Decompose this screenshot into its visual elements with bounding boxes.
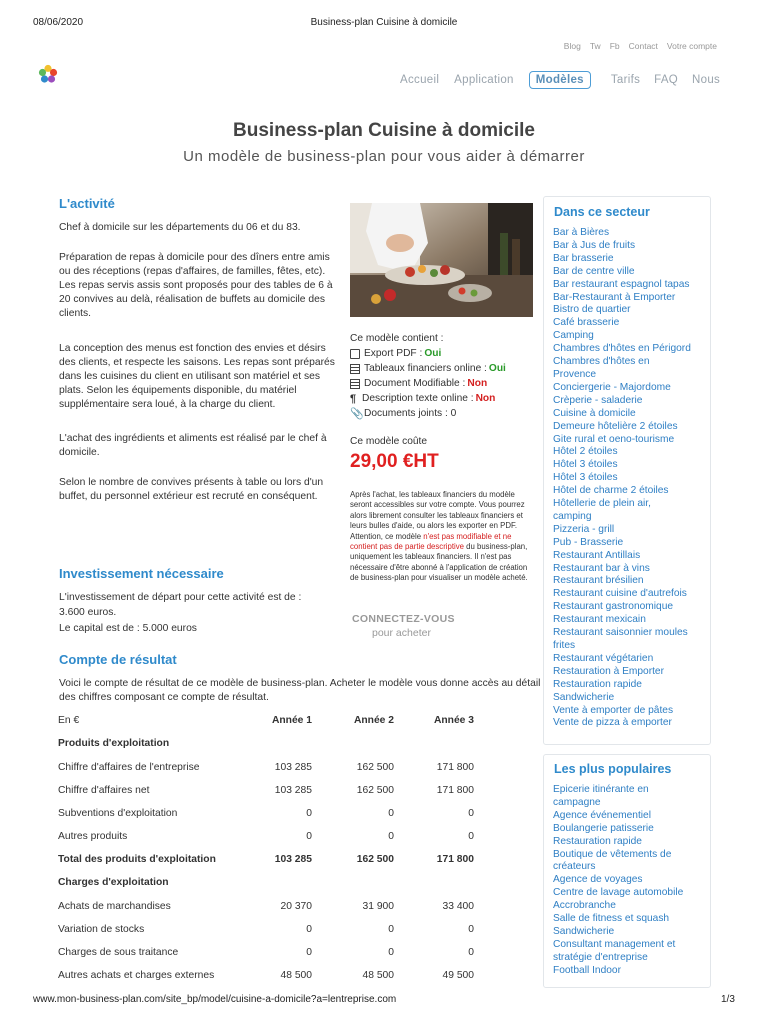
- sidebar-popular-box: [543, 754, 711, 988]
- table-section-row: [58, 738, 488, 752]
- desc-value: Non: [475, 393, 496, 404]
- top-link-blog[interactable]: Blog: [563, 41, 581, 51]
- table-cell: Autres produits: [58, 831, 128, 842]
- table-cell: 103 285: [274, 854, 312, 865]
- note-part-a: Après l'achat, les tableaux financiers du modèle seront accessibles sur votre compte. Vous pourrez alors librement consulter les tableaux financiers et leurs bulles d'aide, ou alors les exporter en PDF. Attention, ce modèle: [350, 490, 525, 541]
- table-row: [58, 808, 488, 822]
- flower-logo-icon[interactable]: [38, 64, 58, 84]
- pdf-file-icon: [350, 349, 360, 359]
- doc-mod-label: Document Modifiable :: [364, 378, 466, 389]
- purchase-note: [350, 490, 534, 584]
- sidebar-link[interactable]: Restaurant saisonnier moules: [553, 627, 688, 639]
- sidebar-link[interactable]: Hôtel de charme 2 étoiles: [553, 485, 669, 497]
- table-cell: 0: [468, 947, 474, 958]
- nav-nous[interactable]: Nous: [692, 74, 721, 86]
- export-pdf-label: Export PDF :: [364, 348, 423, 359]
- table-cell: 20 370: [280, 901, 312, 912]
- sidebar-link[interactable]: Agence événementiel: [553, 809, 651, 821]
- sidebar-link[interactable]: Bar à Bières: [553, 227, 610, 238]
- table-cell: 0: [306, 808, 312, 819]
- activite-p1: Chef à domicile sur les départements du 06 et du 83.: [59, 222, 301, 233]
- print-date: 08/06/2020: [33, 17, 84, 28]
- sidebar-popular-heading: Les plus populaires: [554, 762, 672, 776]
- sidebar-link[interactable]: Pizzeria - grill: [553, 523, 615, 535]
- table-cell: 0: [388, 808, 394, 819]
- table-cell: Année 3: [433, 715, 474, 726]
- sidebar-link[interactable]: Vente de pizza à emporter: [553, 717, 672, 729]
- investissement-line2: 3.600 euros.: [59, 607, 117, 618]
- table-cell: 0: [468, 831, 474, 842]
- table-cell: 0: [388, 924, 394, 935]
- sidebar-link[interactable]: Restaurant Antillais: [553, 549, 641, 561]
- sidebar-sector-heading: Dans ce secteur: [554, 205, 650, 219]
- nav-tarifs[interactable]: Tarifs: [610, 74, 641, 86]
- sidebar-link[interactable]: Crèperie - saladerie: [553, 394, 643, 406]
- cost-label: Ce modèle coûte: [350, 436, 428, 447]
- paperclip-icon: 📎: [350, 407, 364, 420]
- table-cell: Achats de marchandises: [58, 901, 171, 912]
- chef-cooking-photo: [350, 203, 533, 317]
- table-row: [58, 970, 488, 984]
- table-cell: 0: [468, 808, 474, 819]
- desc-label: Description texte online :: [362, 393, 474, 404]
- table-row: [58, 924, 488, 938]
- sidebar-link[interactable]: Restaurant bar à vins: [553, 562, 650, 574]
- table-cell: 33 400: [442, 901, 474, 912]
- sidebar-link[interactable]: Bar restaurant espagnol tapas: [553, 278, 690, 290]
- sidebar-link[interactable]: Bar à Jus de fruits: [553, 239, 636, 251]
- table-cell: Total des produits d'exploitation: [58, 854, 216, 865]
- top-link-contact[interactable]: Contact: [628, 41, 658, 51]
- sidebar-link[interactable]: Hôtel 3 étoiles: [553, 459, 618, 471]
- table-cell: 0: [388, 831, 394, 842]
- sidebar-link[interactable]: Restaurant cuisine d'autrefois: [553, 588, 687, 600]
- doc-mod-value: Non: [467, 378, 488, 389]
- table-cell: En €: [58, 715, 80, 726]
- sidebar-link[interactable]: Boulangerie patisserie: [553, 822, 654, 834]
- page-title: Business-plan Cuisine à domicile: [233, 120, 535, 141]
- sidebar-link[interactable]: Restauration rapide: [553, 835, 642, 847]
- sidebar-link[interactable]: stratégie d'entreprise: [553, 951, 648, 963]
- model-tableaux: [350, 361, 506, 376]
- sidebar-link[interactable]: Agence de voyages: [553, 874, 643, 886]
- sidebar-link[interactable]: Sandwicherie: [553, 925, 615, 937]
- sidebar-link[interactable]: camping: [553, 510, 592, 522]
- table-cell: 0: [306, 924, 312, 935]
- sidebar-link[interactable]: Vente à emporter de pâtes: [553, 704, 674, 716]
- table-header-row: [58, 715, 488, 729]
- table-cell: 0: [306, 947, 312, 958]
- table-cell: Charges d'exploitation: [58, 877, 169, 888]
- sidebar-link[interactable]: Chambres d'hôtes en: [553, 356, 650, 368]
- sidebar-link[interactable]: Restauration rapide: [553, 678, 642, 690]
- note-part-b: du business-plan, uniquement les tableaux financiers. Il n'est pas nécessaire d'être abonné à l'application de création de business-plan pour visualiser un modèle acheté.: [350, 542, 528, 583]
- sidebar-link[interactable]: Football Indoor: [553, 964, 621, 976]
- model-doc-modifiable: [350, 376, 506, 391]
- table-cell: 0: [468, 924, 474, 935]
- connect-button[interactable]: CONNECTEZ-VOUS: [352, 613, 455, 625]
- tableaux-value: Oui: [488, 363, 506, 374]
- sidebar-link[interactable]: Bar brasserie: [553, 252, 614, 264]
- sidebar-link[interactable]: Restauration à Emporter: [553, 665, 664, 677]
- sidebar-link[interactable]: Conciergerie - Majordome: [553, 381, 671, 393]
- model-info: [350, 331, 506, 421]
- sidebar-link[interactable]: Restaurant végétarien: [553, 652, 654, 664]
- sidebar-link[interactable]: Café brasserie: [553, 317, 620, 329]
- sidebar-link[interactable]: Chambres d'hôtes en Périgord: [553, 343, 691, 355]
- sidebar-link[interactable]: Provence: [553, 368, 597, 380]
- sidebar-link[interactable]: Bar de centre ville: [553, 265, 635, 277]
- print-url: www.mon-business-plan.com/site_bp/model/cuisine-a-domicile?a=lentreprise.com: [33, 994, 397, 1005]
- sidebar-sector-list: [553, 227, 691, 730]
- table-cell: Variation de stocks: [58, 924, 145, 935]
- investissement-line1: L'investissement de départ pour cette activité est de :: [59, 592, 302, 603]
- table-row: [58, 947, 488, 961]
- activite-heading: L'activité: [59, 196, 115, 211]
- sidebar-link[interactable]: Epicerie itinérante en: [553, 784, 649, 795]
- print-page-number: 1/3: [721, 994, 735, 1005]
- nav-modeles[interactable]: Modèles: [529, 71, 591, 89]
- table-cell: Année 1: [271, 715, 312, 726]
- nav-application[interactable]: Application: [454, 74, 514, 86]
- pilcrow-icon: ¶: [350, 392, 357, 405]
- table-icon: [350, 364, 360, 374]
- sidebar-link[interactable]: créateurs: [553, 861, 596, 873]
- sidebar-link[interactable]: Accrobranche: [553, 900, 616, 912]
- table-cell: 162 500: [356, 762, 394, 773]
- sidebar-link[interactable]: campagne: [553, 796, 601, 808]
- table-cell: 162 500: [356, 854, 394, 865]
- note-warning: n'est pas modifiable et ne contient pas de partie descriptive: [350, 531, 512, 552]
- sidebar-link[interactable]: Hôtel 3 étoiles: [553, 472, 618, 484]
- table-cell: Chiffre d'affaires net: [58, 785, 150, 796]
- table-cell: 48 500: [280, 970, 312, 981]
- sidebar-link[interactable]: Consultant management et: [553, 938, 676, 950]
- model-export-pdf: [350, 346, 506, 361]
- activite-p5: Selon le nombre de convives présents à table ou lors d'un buffet, du personnel extérieur est recruté en conséquent.: [59, 477, 324, 502]
- sidebar-sector-box: [543, 196, 711, 745]
- sidebar-link[interactable]: Gite rural et oeno-tourisme: [553, 433, 675, 445]
- table-cell: 103 285: [274, 762, 312, 773]
- table-cell: 171 800: [436, 785, 474, 796]
- sidebar-link[interactable]: Hôtellerie de plein air,: [553, 498, 651, 510]
- documents-label: Documents joints : 0: [364, 408, 457, 419]
- investissement-line3: Le capital est de : 5.000 euros: [59, 623, 197, 634]
- tableaux-label: Tableaux financiers online :: [364, 363, 487, 374]
- table-cell: 103 285: [274, 785, 312, 796]
- sidebar-popular-list: [553, 784, 683, 978]
- connect-subtext[interactable]: pour acheter: [372, 627, 431, 639]
- activite-p4: L'achat des ingrédients et aliments est réalisé par le chef à domicile.: [59, 433, 327, 458]
- table-row: [58, 831, 488, 845]
- table-cell: Chiffre d'affaires de l'entreprise: [58, 762, 200, 773]
- model-description: [350, 391, 506, 406]
- page-subtitle: Un modèle de business-plan pour vous aider à démarrer: [183, 148, 585, 165]
- main-nav: [400, 71, 720, 89]
- model-documents: [350, 406, 506, 421]
- nav-faq[interactable]: FAQ: [654, 74, 679, 86]
- sidebar-link[interactable]: Hôtel 2 étoiles: [553, 446, 618, 458]
- compte-heading: Compte de résultat: [59, 652, 177, 667]
- sidebar-link[interactable]: Demeure hôtelière 2 étoiles: [553, 420, 678, 432]
- document-icon: [350, 379, 360, 389]
- sidebar-link[interactable]: Cuisine à domicile: [553, 407, 636, 419]
- top-links: [564, 41, 717, 51]
- sidebar-link[interactable]: Centre de lavage automobile: [553, 887, 684, 899]
- activite-p3: La conception des menus est fonction des envies et désirs des clients, et respecte les saisons. Les repas sont préparés dans les cuisines du client en utilisant son matériel et ses plats. Selon les équipements disponible, du matériel supplémentaire sera loué, à la charge du client.: [59, 343, 335, 410]
- table-section-row: [58, 877, 488, 891]
- table-cell: 31 900: [362, 901, 394, 912]
- model-contains-label: Ce modèle contient :: [350, 333, 444, 344]
- nav-accueil[interactable]: Accueil: [400, 74, 440, 86]
- table-cell: 0: [388, 947, 394, 958]
- table-cell: Charges de sous traitance: [58, 947, 179, 958]
- model-price: 29,00 €HT: [350, 451, 439, 472]
- table-cell: Année 2: [353, 715, 394, 726]
- table-cell: Produits d'exploitation: [58, 738, 170, 749]
- sidebar-link[interactable]: Pub - Brasserie: [553, 536, 624, 548]
- export-pdf-value: Oui: [424, 348, 442, 359]
- table-row: [58, 785, 488, 799]
- table-cell: 0: [306, 831, 312, 842]
- sidebar-link[interactable]: Restaurant mexicain: [553, 614, 646, 626]
- table-row: [58, 901, 488, 915]
- top-link-facebook[interactable]: Fb: [609, 41, 620, 51]
- sidebar-link[interactable]: Sandwicherie: [553, 691, 615, 703]
- table-cell: 171 800: [436, 762, 474, 773]
- compte-intro: Voici le compte de résultat de ce modèle de business-plan. Acheter le modèle vous donne accès au détail des chiffres composant ce compte de résultat.: [59, 678, 541, 703]
- sidebar-link[interactable]: Salle de fitness et squash: [553, 913, 670, 925]
- sidebar-link[interactable]: frites: [553, 640, 576, 651]
- sidebar-link[interactable]: Bistro de quartier: [553, 304, 631, 316]
- activite-p2: Préparation de repas à domicile pour des dîners entre amis ou des réceptions (repas d'affaires, de familles, fêtes, etc). Les repas servis assis sont proposés pour des tables de 6 à 20 convives au delà, réalisation de buffets au domicile des clients.: [59, 252, 333, 319]
- print-title: Business-plan Cuisine à domicile: [310, 17, 458, 28]
- sidebar-link[interactable]: Boutique de vêtements de: [553, 848, 672, 860]
- table-cell: Autres achats et charges externes: [58, 970, 215, 981]
- sidebar-link[interactable]: Restaurant brésilien: [553, 575, 644, 587]
- table-cell: 49 500: [442, 970, 474, 981]
- sidebar-link[interactable]: Camping: [553, 330, 594, 342]
- table-cell: 162 500: [356, 785, 394, 796]
- table-total-row: [58, 854, 488, 868]
- sidebar-link[interactable]: Bar-Restaurant à Emporter: [553, 291, 676, 303]
- table-cell: 171 800: [436, 854, 474, 865]
- table-cell: 48 500: [362, 970, 394, 981]
- top-link-account[interactable]: Votre compte: [666, 41, 717, 51]
- top-link-twitter[interactable]: Tw: [589, 41, 601, 51]
- investissement-heading: Investissement nécessaire: [59, 566, 224, 581]
- table-row: [58, 762, 488, 776]
- sidebar-link[interactable]: Restaurant gastronomique: [553, 601, 674, 613]
- table-cell: Subventions d'exploitation: [58, 808, 178, 819]
